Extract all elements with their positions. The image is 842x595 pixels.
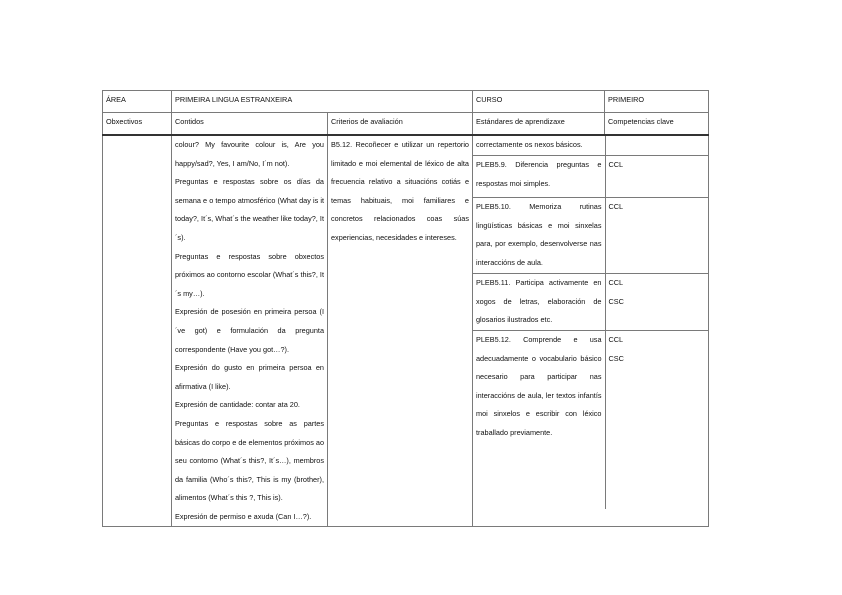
- area-value: PRIMEIRA LINGUA ESTRANXEIRA: [172, 91, 473, 113]
- content-item: Expresión de posesión en primeira persoa (I´ve got) e formulación da pregunta correspondente (Have you got…?).: [175, 307, 324, 354]
- standard-row: [473, 331, 709, 510]
- content-item: Preguntas e respostas sobre os días da semana e o tempo atmosférico (What day is it today?, It´s, What´s the weather like today?, It´s).: [175, 177, 324, 242]
- standard-competence: CCL: [605, 198, 709, 274]
- content-item: Expresión de cantidade: contar ata 20.: [175, 400, 300, 410]
- standard-text: PLEB5.9. Diferencia preguntas e respostas moi simples.: [473, 156, 605, 198]
- standard-text: correctamente os nexos básicos.: [473, 136, 605, 156]
- column-header-row: [103, 113, 709, 136]
- standard-row: [473, 136, 709, 156]
- curso-value: PRIMEIRO: [605, 91, 709, 113]
- content-item: Preguntas e respostas sobre as partes básicas do corpo e de elementos próximos ao seu contorno (What´s this?, It´s…), membros da familia (Who´s this?, This is my (brother), alimentos (What´s this ?, This is).: [175, 418, 324, 503]
- col-standards: Estándares de aprendizaxe: [473, 113, 605, 136]
- body-row: [103, 135, 709, 527]
- standards-subtable: [473, 136, 709, 509]
- standard-competence: [605, 274, 709, 331]
- curso-label: CURSO: [473, 91, 605, 113]
- competence-item: CCL: [608, 278, 624, 287]
- criteria-cell: [328, 135, 473, 527]
- competence-item: CSC: [608, 296, 624, 306]
- competence-item: CSC: [608, 353, 624, 363]
- competence-item: CCL: [608, 335, 624, 344]
- content-item: Expresión do gusto en primeira persoa en afirmativa (I like).: [175, 363, 324, 391]
- curriculum-table: [102, 90, 709, 527]
- col-objectives: Obxectivos: [103, 113, 172, 136]
- col-criteria: Criterios de avaliación: [328, 113, 473, 136]
- standards-cell: [473, 135, 709, 527]
- content-item: Expresión de permiso e axuda (Can I…?).: [175, 511, 312, 521]
- standard-text: PLEB5.11. Participa activamente en xogos de letras, elaboración de glosarios ilustrados etc.: [473, 274, 605, 331]
- col-contents: Contidos: [172, 113, 328, 136]
- standard-row: [473, 156, 709, 198]
- standard-competence: CCL: [605, 156, 709, 198]
- standard-text: PLEB5.12. Comprende e usa adecuadamente o vocabulario básico necesario para participar nas interaccións de aula, ler textos infantís moi sinxelos e escribir con léxico traballado previamente.: [473, 331, 605, 510]
- standard-row: [473, 274, 709, 331]
- objectives-cell: [103, 135, 172, 527]
- content-item: Preguntas e respostas sobre obxectos próximos ao contorno escolar (What´s this?, It´s my…).: [175, 251, 324, 298]
- header-row: [103, 91, 709, 113]
- content-item: colour? My favourite colour is, Are you happy/sad?, Yes, I am/No, I´m not).: [175, 140, 324, 168]
- area-label: ÁREA: [103, 91, 172, 113]
- col-competences: Competencias clave: [605, 113, 709, 136]
- standard-competence: [605, 136, 709, 156]
- criteria-text: B5.12. Recoñecer e utilizar un repertorio limitado e moi elemental de léxico de alta frecuencia relativo a situacións cotiás e temas habituais, moi familiares e concretos relacionados coas súas experiencias, necesidades e intereses.: [331, 140, 469, 242]
- standard-row: [473, 198, 709, 274]
- standard-text: PLEB5.10. Memoriza rutinas lingüísticas básicas e moi sinxelas para, por exemplo, desenvolverse nas interaccións de aula.: [473, 198, 605, 274]
- contents-cell: [172, 135, 328, 527]
- standard-competence: [605, 331, 709, 510]
